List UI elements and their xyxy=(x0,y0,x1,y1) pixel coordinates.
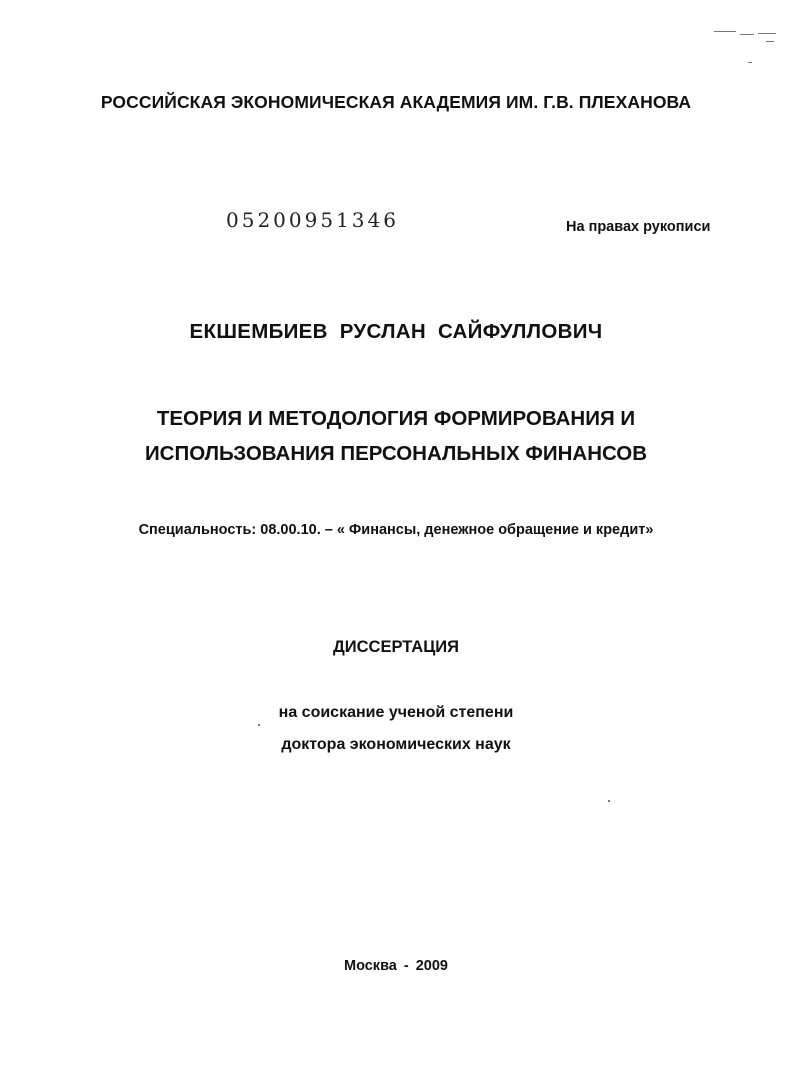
scan-artifact xyxy=(766,41,774,42)
scan-artifact xyxy=(758,33,776,34)
city-year: Москва - 2009 xyxy=(344,958,448,974)
degree-line-1: на соискание ученой степени xyxy=(278,704,514,721)
scan-artifact xyxy=(608,800,610,802)
author-name: ЕКШЕМБИЕВ РУСЛАН САЙФУЛЛОВИЧ xyxy=(189,320,603,343)
specialty-line: Специальность: 08.00.10. – « Финансы, денежное обращение и кредит» xyxy=(138,522,654,538)
institution-name: РОССИЙСКАЯ ЭКОНОМИЧЕСКАЯ АКАДЕМИЯ ИМ. Г.В. ПЛЕХАНОВА xyxy=(100,92,692,112)
scan-artifact xyxy=(748,62,752,63)
archive-number: 05200951346 xyxy=(226,208,399,232)
degree-line-2: доктора экономических наук xyxy=(281,736,511,753)
scan-artifact xyxy=(714,31,736,32)
document-type: ДИССЕРТАЦИЯ xyxy=(333,638,459,656)
rights-note: На правах рукописи xyxy=(566,219,711,235)
scan-artifact xyxy=(258,724,260,726)
title-line-2: ИСПОЛЬЗОВАНИЯ ПЕРСОНАЛЬНЫХ ФИНАНСОВ xyxy=(144,442,648,465)
title-line-1: ТЕОРИЯ И МЕТОДОЛОГИЯ ФОРМИРОВАНИЯ И xyxy=(156,407,636,430)
scan-artifact xyxy=(740,34,754,35)
